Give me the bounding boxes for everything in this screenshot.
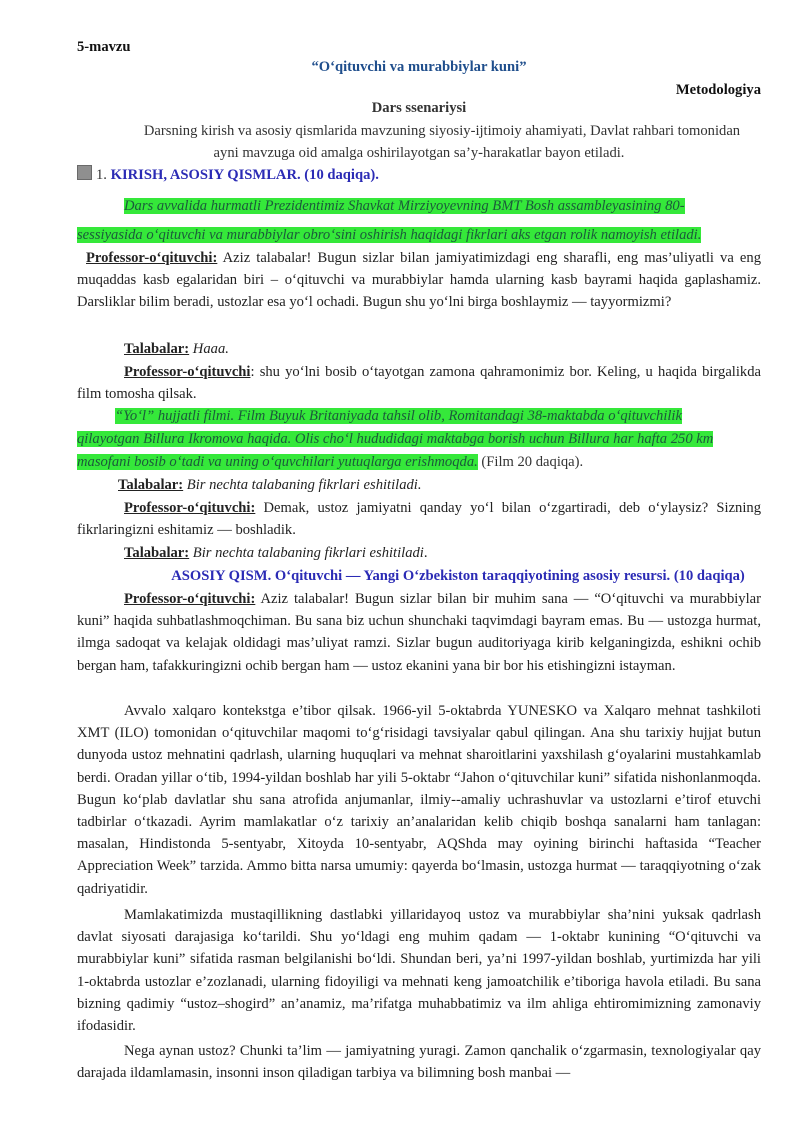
video-note-line-1: Dars avvalida hurmatli Prezidentimiz Shavkat Mirziyoyevning BMT Bosh assambleyasining 80-: [124, 198, 685, 214]
section-number: 1.: [96, 167, 107, 183]
scenario-heading: Dars ssenariysi: [371, 100, 467, 116]
students-reply-3: Talabalar: Bir nechta talabaning fikrlari eshitiladi.: [124, 545, 428, 561]
professor-paragraph-3: Professor-o‘qituvchi: Demak, ustoz jamiyatni qanday yo‘l bilan o‘zgartiradi, deb o‘ylaysiz? Sizning fikrlaringizni eshitamiz — boshladik.: [77, 500, 761, 539]
speaker-label: Talabalar:: [118, 477, 184, 493]
intro-line-1: Darsning kirish va asosiy qismlarida mavzuning siyosiy-ijtimoiy ahamiyati, Davlat rahbari tomonidan: [143, 123, 741, 139]
students-reply-2: Talabalar: Bir nechta talabaning fikrlari eshitiladi.: [118, 477, 422, 493]
professor-main-paragraph: Professor-o‘qituvchi: Aziz talabalar! Bugun sizlar bilan bir muhim sana — “O‘qituvchi va murabbiylar kuni” haqida suhbatlashmoqchiman. Bu sana biz uchun shunchaki taqvimdagi bayram emas. Bu — ustozga hurmat, ilmga sadoqat va kelajak oldidagi mas’uliyat ramzi. Sizlar bugun auditoriyaga kirib kelganingizda, eshikni ochib bergan ham, tafakkuringizni ochib bergan ham — ustoz ekanini yana bir bor his etishingizni istayman.: [77, 591, 761, 674]
film-note-line-3: masofani bosib o‘tadi va uning o‘quvchilari yutuqlarga erishmoqda. (Film 20 daqiqa).: [77, 454, 584, 470]
topic-number: 5-mavzu: [77, 39, 131, 55]
speaker-label: Professor-o‘qituvchi:: [124, 591, 256, 607]
speaker-label: Talabalar:: [124, 341, 190, 357]
speaker-label: Talabalar:: [124, 545, 190, 561]
why-teacher-paragraph: Nega aynan ustoz? Chunki ta’lim — jamiyatning yuragi. Zamon qanchalik o‘zgarmasin, texnologiyalar qay darajada ildamlamasin, insonni inson qiladigan tarbiya va bilimning bosh manbai —: [77, 1043, 761, 1082]
professor-paragraph-1: Professor-o‘qituvchi: Aziz talabalar! Bugun sizlar bilan jamiyatimizdagi eng sharafli, eng mas’uliyatli va eng muqaddas kasb egalaridan biri – o‘qituvchi va murabbiylar hamda ularning kasb bayrami haqida gaplashamiz. Darsliklar bilim beradi, ustozlar esa yo‘l ochadi. Bugun shu yo‘lni birga boshlaymiz — tayyormizmi?: [77, 250, 761, 311]
international-context-paragraph: Avvalo xalqaro kontekstga e’tibor qilsak. 1966-yil 5-oktabrda YUNESKO va Xalqaro mehnat tashkiloti XMT (ILO) tomonidan o‘qituvchilar maqomi to‘g‘risidagi tavsiyalar qabul qilingan. Ana shu tarixiy hujjat butun dunyoda ustoz mehnatini qadrlash, ularning huquqlari va mehnat sharoitlarini yaxshilash g‘oyalarini mustahkamlab berdi. Oradan yillar o‘tib, 1994-yildan boshlab har yili 5-oktabr “Jahon o‘qituvchilar kuni” sifatida nishonlanmoqda. Bugun ko‘plab davlatlar shu sana atrofida anjumanlar, ilmiy--amaliy uchrashuvlar va ustozlarni e’tirof etuvchi tadbirlar o‘tkazadi. Ayrim mamlakatlar o‘z tarixiy an’analaridan kelib chiqib boshqa sanalarni ham tanlagan: masalan, Hindistonda 5-sentyabr, Xitoyda 10-sentyabr, AQShda may oyining birinchi haftasida “Teacher Appreciation Week” tarzida. Ammo bitta narsa umumiy: qayerda bo‘lmasin, ustozga hurmat — taraqqiyotning o‘zak qadriyatidir.: [77, 703, 761, 897]
national-history-paragraph: Mamlakatimizda mustaqillikning dastlabki yillaridayoq ustoz va murabbiylar sha’nini yuksak qadrlash davlat siyosati darajasiga ko‘tarildi. Shu yo‘ldagi eng muhim qadam — 1-oktabr kunining “O‘qituvchi va murabbiylar kuni” sifatida rasman belgilanishi bo‘ldi. Shundan beri, ya’ni 1997-yildan boshlab, yurtimizda har yili 1-oktabrda ustozlar e’zozlanadi, ularning fidoyiligi va mehnati keng jamoatchilik e’tiboriga havola etiladi. Bu sana bizning qadimiy “ustoz–shogird” an’anamiz, ma’rifatga muhabbatimiz va ilm ahliga ehtiromimizning zamonaviy ifodasidir.: [77, 907, 761, 1035]
video-note-line-2: sessiyasida o‘qituvchi va murabbiylar obro‘sini oshirish haqidagi fikrlari aks etgan rolik namoyish etiladi.: [77, 227, 702, 243]
film-note-line-1: “Yo‘l” hujjatli filmi. Film Buyuk Britaniyada tahsil olib, Romitandagi 38-maktabda o‘qituvchilik: [115, 408, 682, 424]
section-title: KIRISH, ASOSIY QISMLAR. (10 daqiqa).: [110, 167, 379, 183]
lesson-title: “O‘qituvchi va murabbiylar kuni”: [311, 59, 527, 75]
professor-paragraph-2: Professor-o‘qituvchi: shu yo‘lni bosib o‘tayotgan zamona qahramonimiz bor. Keling, u haqida birgalikda film tomosha qilsak.: [77, 364, 761, 403]
speaker-label: Professor-o‘qituvchi:: [86, 250, 218, 266]
film-duration: (Film 20 daqiqa).: [477, 454, 584, 470]
section-1-heading: [77, 164, 379, 186]
methodology-label: Metodologiya: [675, 82, 761, 98]
film-note-line-2: qilayotgan Billura Ikromova haqida. Olis cho‘l hududidagi maktabga borish uchun Billura har hafta 250 km: [77, 431, 714, 447]
square-bullet-icon: [77, 165, 92, 180]
speaker-label: Professor-o‘qituvchi: [124, 364, 251, 380]
main-section-heading: ASOSIY QISM. O‘qituvchi — Yangi O‘zbekiston taraqqiyotining asosiy resursi. (10 daqiqa): [171, 568, 745, 584]
intro-line-2: ayni mavzuga oid amalga oshirilayotgan sa’y-harakatlar bayon etiladi.: [213, 145, 625, 161]
speaker-label: Professor-o‘qituvchi:: [124, 500, 256, 516]
students-reply-1: Talabalar: Haaa.: [124, 341, 229, 357]
